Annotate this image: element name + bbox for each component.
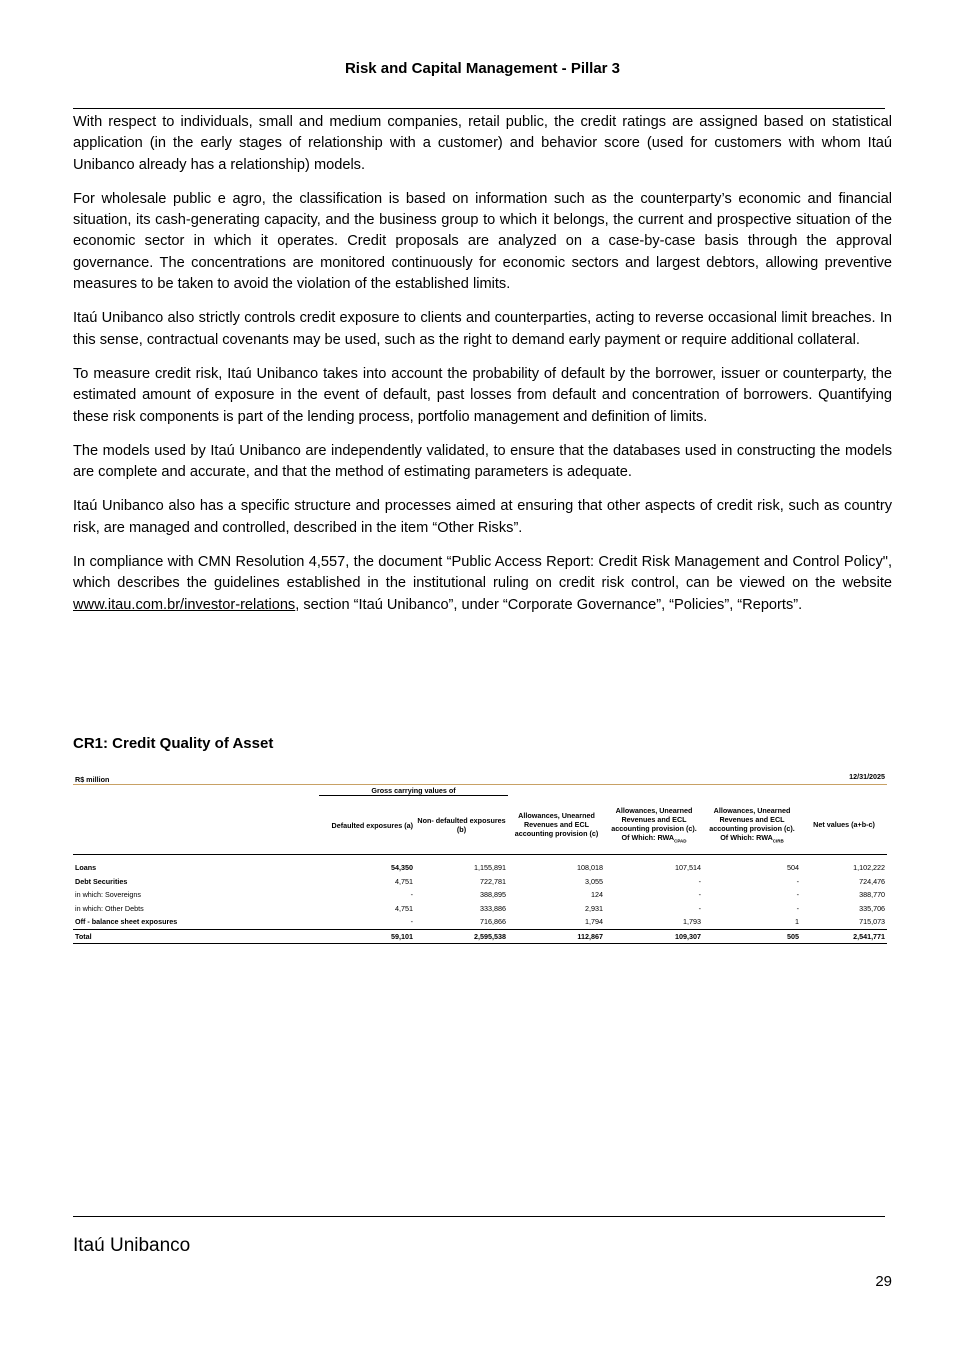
table-row <box>73 861 887 875</box>
table-row <box>73 875 887 889</box>
table-row <box>73 902 887 916</box>
col-allowances-cpad: Allowances, Unearned Revenues and ECL accounting provision (c). Of Which: $RWA_{CPAD}$ <box>605 796 703 855</box>
gross-carrying-header: Gross carrying values of <box>319 785 508 796</box>
cell: 388,770 <box>859 890 886 900</box>
page-header-title: Risk and Capital Management - Pillar 3 <box>344 60 621 77</box>
cell: 112,867 <box>508 929 605 944</box>
table-row <box>73 888 887 902</box>
cell: 2,931 <box>585 903 604 913</box>
group-header-row <box>73 785 887 796</box>
cell: 109,307 <box>605 929 703 944</box>
cr1-table-container <box>73 772 887 944</box>
cell: 1,102,222 <box>853 863 886 873</box>
paragraph-policy <box>73 552 892 616</box>
header-divider <box>73 108 885 109</box>
row-label: Total <box>73 929 319 944</box>
paragraph: With respect to individuals, small and medium companies, retail public, the credit ratings are assigned based on statistical application (in the early stages of relationship with a customer) and behavior score (used for customers with whom Itaú Unibanco already has a relationship) models. <box>73 114 892 173</box>
unit-label: R$ million <box>73 772 508 785</box>
paragraph: Itaú Unibanco also strictly controls credit exposure to clients and counterparties, acting to reverse occasional limit breaches. In this sense, contractual covenants may be used, such as the right to demand early payment or require additional collateral. <box>73 310 892 348</box>
cell: - <box>796 890 800 900</box>
table-row <box>73 915 887 929</box>
cell: 715,073 <box>859 917 886 927</box>
page-number: 29 <box>875 1273 892 1290</box>
cell: 54,350 <box>391 863 413 873</box>
cell: 722,781 <box>480 876 507 886</box>
paragraph: Itaú Unibanco also has a specific structure and processes aimed at ensuring that other aspects of credit risk, such as country risk, are managed and controlled, described in the item “Other Risks”. <box>73 498 892 536</box>
cell: 504 <box>787 863 800 873</box>
cell: 388,895 <box>480 890 507 900</box>
cell: - <box>698 903 702 913</box>
row-label: Off - balance sheet exposures <box>75 917 178 927</box>
cr1-table <box>73 772 887 944</box>
cell: 3,055 <box>585 876 604 886</box>
row-label: in which: Other Debts <box>75 903 144 913</box>
cell: 333,886 <box>480 903 507 913</box>
cell: 1 <box>795 917 800 927</box>
cell: 124 <box>591 890 604 900</box>
cell: 1,794 <box>585 917 604 927</box>
cell: 59,101 <box>319 929 415 944</box>
cell: - <box>410 890 413 900</box>
col-net-values: Net values (a+b-c) <box>801 796 887 855</box>
row-label: Debt Securities <box>75 876 128 886</box>
table-title: CR1: Credit Quality of Asset <box>73 735 274 752</box>
table-unit-row <box>73 772 887 785</box>
cell: 2,541,771 <box>801 929 887 944</box>
cell: - <box>796 876 800 886</box>
cell: 716,866 <box>480 917 507 927</box>
cell: 505 <box>703 929 801 944</box>
cell: 335,706 <box>859 903 886 913</box>
col-non-defaulted: Non- defaulted exposures (b) <box>415 796 508 855</box>
cell: 724,476 <box>859 876 886 886</box>
cell: - <box>698 876 702 886</box>
paragraph: To measure credit risk, Itaú Unibanco takes into account the probability of default by the borrower, issuer or counterparty, the estimated amount of exposure in the event of default, past losses from default and concentration of borrowers. Quantifying these risk components is part of the lending process, portfolio management and definition of limits. <box>73 365 892 425</box>
cell: 107,514 <box>675 863 702 873</box>
policy-text-before: In compliance with CMN Resolution 4,557, the document “Public Access Report: Credit Risk Management and Control Policy", which describes the guidelines established in the institutional ruling on credit risk control, can be viewed on the website <box>73 554 892 592</box>
footer-divider <box>73 1216 885 1217</box>
cell: 2,595,538 <box>415 929 508 944</box>
paragraph: For wholesale public e agro, the classification is based on information such as the counterparty’s economic and financial situation, its cash-generating capacity, and the business group to which it belongs, the current and prospective situation of the economic sector in which it operates. Credit proposals are analyzed on a case-by-case basis through the approval governance. The concentrations are monitored continuously for economic sectors and largest debtors, allowing preventive measures to be taken to avoid the violation of the established limits. <box>73 190 892 293</box>
table-row-total <box>73 929 887 944</box>
row-label: Loans <box>75 863 97 873</box>
cell: - <box>796 903 800 913</box>
col-defaulted: Defaulted exposures (a) <box>319 796 415 855</box>
cell: - <box>698 890 702 900</box>
col-allowances-cirb: Allowances, Unearned Revenues and ECL accounting provision (c). Of Which: $RWA_{CIRB}$ <box>703 796 801 855</box>
cell: - <box>410 917 413 927</box>
footer-brand: Itaú Unibanco <box>73 1235 191 1256</box>
row-label: in which: Sovereigns <box>75 890 141 900</box>
cell: 108,018 <box>577 863 604 873</box>
paragraph: The models used by Itaú Unibanco are independently validated, to ensure that the databases used in constructing the models are complete and accurate, and that the method of estimating parameters is adequate. <box>73 442 892 481</box>
col-allowances: Allowances, Unearned Revenues and ECL accounting provision (c) <box>508 796 605 855</box>
cell: 4,751 <box>395 903 413 913</box>
body-text <box>73 112 892 629</box>
date-label: 12/31/2025 <box>508 772 887 785</box>
cell: 4,751 <box>395 876 413 886</box>
cell: 1,793 <box>683 917 702 927</box>
investor-relations-link[interactable]: www.itau.com.br/investor-relations <box>73 596 296 613</box>
cell: 1,155,891 <box>474 863 507 873</box>
column-header-row <box>73 796 887 855</box>
policy-text-after: , section “Itaú Unibanco”, under “Corporate Governance”, “Policies”, “Reports”. <box>295 596 803 613</box>
